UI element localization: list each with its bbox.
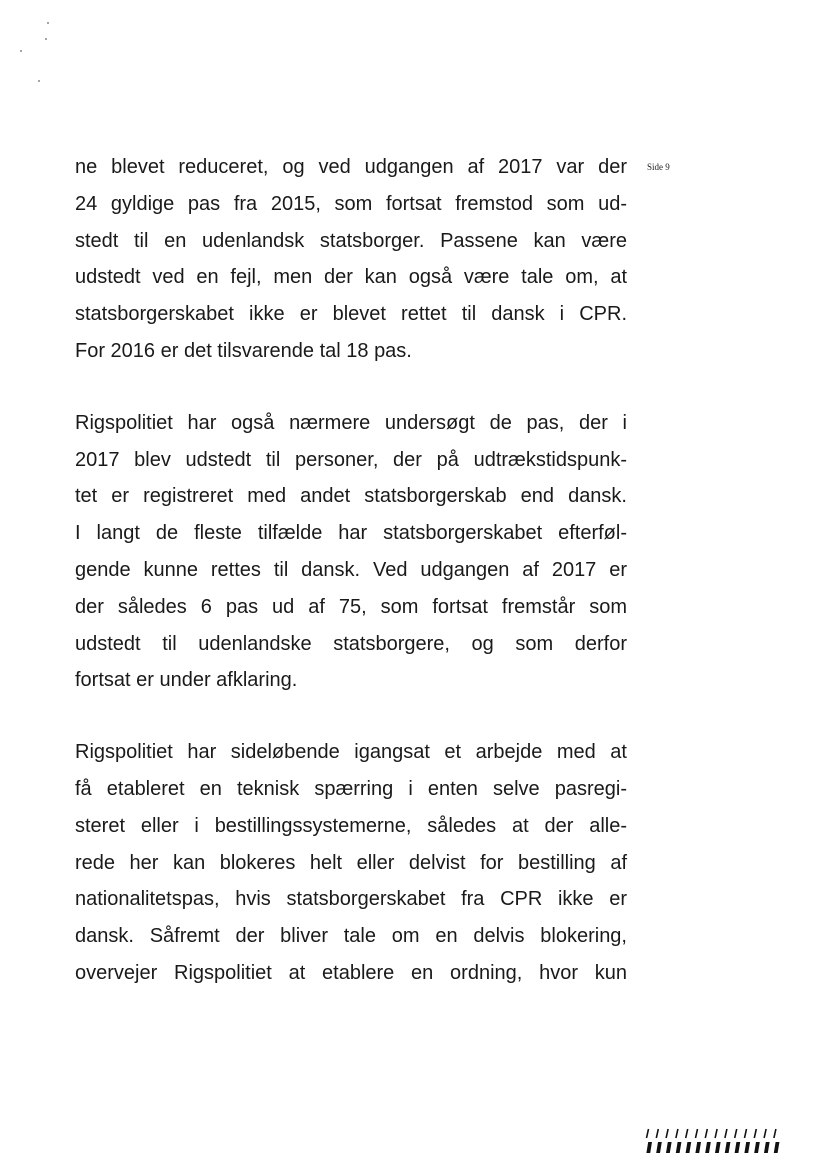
- barcode-thick-stroke: [705, 1142, 711, 1153]
- text-line: gende kunne rettes til dansk. Ved udgangen af 2017 er: [75, 558, 627, 581]
- barcode-thick-stroke: [774, 1142, 780, 1153]
- scan-speck: [45, 38, 47, 40]
- text-line: udstedt til udenlandske statsborgere, og som derfor: [75, 632, 627, 655]
- barcode-thick-stroke: [764, 1142, 770, 1153]
- text-line: Rigspolitiet har sideløbende igangsat et arbejde med at: [75, 741, 627, 764]
- text-line: ne blevet reduceret, og ved udgangen af 2017 var der: [75, 156, 627, 178]
- text-line: Rigspolitiet har også nærmere undersøgt de pas, der i: [75, 411, 627, 434]
- text-line: stedt til en udenlandsk statsborger. Passene kan være: [75, 229, 627, 252]
- paragraph-2: [75, 405, 627, 699]
- text-line: statsborgerskabet ikke er blevet rettet til dansk i CPR.: [75, 303, 627, 326]
- barcode-thick-stroke: [744, 1142, 750, 1153]
- barcode-thin-stroke: [647, 1129, 649, 1138]
- barcode-thin-stroke: [686, 1129, 688, 1138]
- barcode-thin-stroke: [666, 1129, 668, 1138]
- page-number: Side 9: [647, 162, 670, 172]
- text-line: 2017 blev udstedt til personer, der på udtrækstidspunk-: [75, 448, 627, 471]
- text-line: 24 gyldige pas fra 2015, som fortsat fremstod som ud-: [75, 192, 627, 215]
- barcode-mark: [643, 1127, 783, 1155]
- barcode-thin-stroke: [696, 1129, 698, 1138]
- barcode-thick-stroke: [735, 1142, 741, 1153]
- barcode-thick-stroke: [754, 1142, 760, 1153]
- barcode-thin-stroke: [745, 1129, 747, 1138]
- barcode-thick-stroke: [666, 1142, 672, 1153]
- barcode-thin-stroke: [735, 1129, 737, 1138]
- text-line: der således 6 pas ud af 75, som fortsat fremstår som: [75, 595, 627, 618]
- text-line: fortsat er under afklaring.: [75, 669, 298, 692]
- text-line: få etableret en teknisk spærring i enten selve pasregi-: [75, 777, 627, 800]
- barcode-thin-stroke: [656, 1129, 658, 1138]
- scan-speck: [47, 22, 49, 24]
- text-line: tet er registreret med andet statsborgerskab end dansk.: [75, 485, 627, 508]
- body-text: [75, 149, 627, 1027]
- barcode-thick-stroke: [686, 1142, 692, 1153]
- paragraph-3: [75, 734, 627, 992]
- barcode-thin-stroke: [715, 1129, 717, 1138]
- text-line: For 2016 er det tilsvarende tal 18 pas.: [75, 339, 412, 362]
- barcode-thin-stroke: [754, 1129, 756, 1138]
- text-line: rede her kan blokeres helt eller delvist for bestilling af: [75, 851, 627, 874]
- barcode-thick-stroke: [695, 1142, 701, 1153]
- scan-speck: [38, 80, 40, 82]
- text-line: nationalitetspas, hvis statsborgerskabet fra CPR ikke er: [75, 888, 627, 911]
- barcode-thin-stroke: [774, 1129, 776, 1138]
- paragraph-1: [75, 149, 627, 370]
- barcode-thick-stroke: [656, 1142, 662, 1153]
- text-line: udstedt ved en fejl, men der kan også være tale om, at: [75, 266, 627, 289]
- barcode-thin-stroke: [676, 1129, 678, 1138]
- text-line: steret eller i bestillingssystemerne, således at der alle-: [75, 814, 627, 837]
- text-line: overvejer Rigspolitiet at etablere en ordning, hvor kun: [75, 961, 627, 984]
- barcode-thick-stroke: [715, 1142, 721, 1153]
- text-line: I langt de fleste tilfælde har statsborgerskabet efterføl-: [75, 522, 627, 545]
- barcode-thick-stroke: [676, 1142, 682, 1153]
- barcode-thin-stroke: [725, 1129, 727, 1138]
- scan-speck: [20, 50, 22, 52]
- barcode-thin-stroke: [705, 1129, 707, 1138]
- text-line: dansk. Såfremt der bliver tale om en delvis blokering,: [75, 925, 627, 948]
- barcode-thin-stroke: [764, 1129, 766, 1138]
- barcode-thick-stroke: [646, 1142, 652, 1153]
- barcode-thick-stroke: [725, 1142, 731, 1153]
